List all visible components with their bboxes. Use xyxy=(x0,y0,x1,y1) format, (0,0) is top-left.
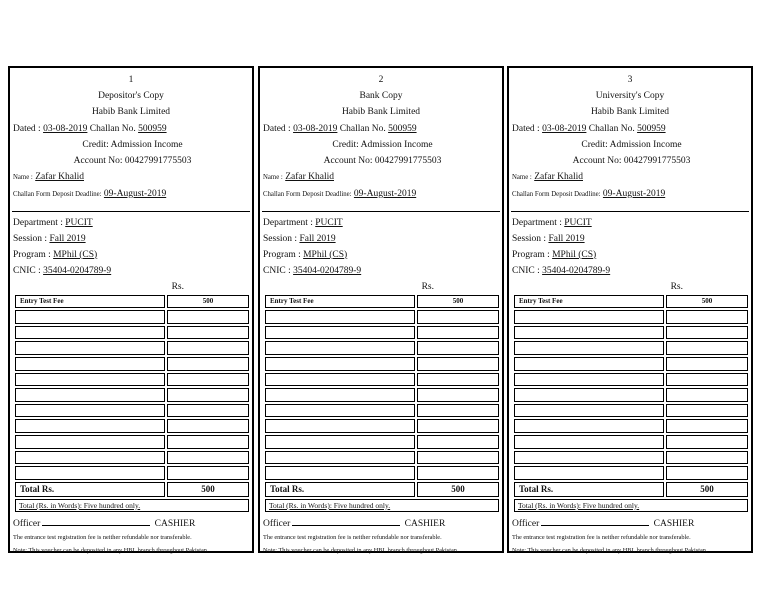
program-value: MPhil (CS) xyxy=(303,249,348,260)
fee-amount xyxy=(167,357,249,371)
amount-in-words-text: Total (Rs. in Words): Five hundred only. xyxy=(19,500,141,510)
department-value: PUCIT xyxy=(315,217,343,228)
department-label: Department : xyxy=(263,217,313,228)
fee-amount xyxy=(417,341,499,355)
program-value: MPhil (CS) xyxy=(53,249,98,260)
cashier-label: CASHIER xyxy=(154,518,196,529)
deadline-value: 09-August-2019 xyxy=(602,188,666,199)
signature-row xyxy=(509,519,751,529)
cnic-value: 35404-0204789-9 xyxy=(293,265,362,276)
refund-note: The entrance test registration fee is neither refundable nor transferable. xyxy=(512,533,691,541)
program-label: Program : xyxy=(263,249,301,260)
fee-description xyxy=(15,419,165,433)
cashier-label: CASHIER xyxy=(653,518,695,529)
fee-row xyxy=(15,373,249,387)
rs-header: Rs. xyxy=(171,281,184,292)
fee-amount xyxy=(417,435,499,449)
branch-note: Note: This voucher can be deposited in any HBL branch throughout Pakistan. xyxy=(263,546,459,554)
fee-row xyxy=(514,404,748,418)
session-value: Fall 2019 xyxy=(299,233,336,244)
fee-description xyxy=(265,373,415,387)
name-label: Name : xyxy=(263,173,283,181)
copy-label: Bank Copy xyxy=(359,91,403,102)
fee-amount xyxy=(167,310,249,324)
fee-amount xyxy=(417,310,499,324)
fee-description xyxy=(15,466,165,480)
account-line: Account No: 00427991775503 xyxy=(323,155,442,166)
name-value: Zafar Khalid xyxy=(35,171,84,182)
department-label: Department : xyxy=(13,217,63,228)
account-line: Account No: 00427991775503 xyxy=(572,155,691,166)
deadline-label: Challan Form Deposit Deadline: xyxy=(13,190,102,198)
fee-description xyxy=(15,373,165,387)
copy-header xyxy=(509,68,751,121)
fee-row xyxy=(514,419,748,433)
fee-row xyxy=(514,388,748,402)
fee-row xyxy=(265,295,499,309)
refund-note: The entrance test registration fee is neither refundable nor transferable. xyxy=(13,533,192,541)
fee-amount xyxy=(167,341,249,355)
fee-row xyxy=(15,404,249,418)
challan-label: Challan No. xyxy=(89,123,136,134)
deadline-row xyxy=(509,186,751,203)
fee-row xyxy=(265,310,499,324)
session-row xyxy=(260,231,502,247)
fee-amount xyxy=(666,419,748,433)
fee-description xyxy=(265,419,415,433)
cnic-label: CNIC : xyxy=(13,265,41,276)
copy-number: 2 xyxy=(378,75,384,85)
fee-amount xyxy=(666,310,748,324)
name-label: Name : xyxy=(512,173,532,181)
fee-amount: 500 xyxy=(417,295,499,309)
fee-amount xyxy=(666,373,748,387)
fee-amount xyxy=(417,388,499,402)
cnic-row xyxy=(260,263,502,279)
cnic-value: 35404-0204789-9 xyxy=(43,265,112,276)
deadline-row xyxy=(10,186,252,203)
fee-row xyxy=(15,388,249,402)
fee-description xyxy=(265,404,415,418)
fee-description xyxy=(15,451,165,465)
fee-description xyxy=(265,341,415,355)
cnic-row xyxy=(509,263,751,279)
fee-table xyxy=(263,293,501,499)
bank-name: Habib Bank Limited xyxy=(590,107,670,118)
dated-label: Dated : xyxy=(13,123,41,134)
fee-description xyxy=(265,310,415,324)
cnic-row xyxy=(10,263,252,279)
fee-row xyxy=(514,341,748,355)
officer-label: Officer xyxy=(13,518,41,529)
amount-in-words xyxy=(265,499,499,512)
fee-amount xyxy=(666,466,748,480)
total-label: Total Rs. xyxy=(15,482,165,497)
fee-row xyxy=(15,357,249,371)
signature-line xyxy=(292,525,400,526)
fee-row xyxy=(265,466,499,480)
fee-row xyxy=(514,326,748,340)
dated-label: Dated : xyxy=(263,123,291,134)
fee-row xyxy=(514,435,748,449)
name-row xyxy=(509,169,751,186)
department-row xyxy=(509,215,751,231)
fee-row xyxy=(265,373,499,387)
fee-row xyxy=(15,326,249,340)
challan-number: 500959 xyxy=(388,123,417,134)
fee-amount xyxy=(167,388,249,402)
fee-row xyxy=(265,435,499,449)
fee-description xyxy=(15,357,165,371)
fee-row xyxy=(265,419,499,433)
fee-description xyxy=(265,451,415,465)
fee-amount xyxy=(167,451,249,465)
fee-row xyxy=(15,341,249,355)
date-value: 03-08-2019 xyxy=(542,123,587,134)
session-label: Session : xyxy=(263,233,298,244)
fee-row xyxy=(15,310,249,324)
dated-row xyxy=(10,121,252,137)
challan-copy xyxy=(258,66,504,553)
department-value: PUCIT xyxy=(564,217,592,228)
fee-row xyxy=(265,451,499,465)
branch-note: Note: This voucher can be deposited in any HBL branch throughout Pakistan. xyxy=(512,546,708,554)
copy-header xyxy=(260,68,502,121)
fee-description xyxy=(514,419,664,433)
fee-description xyxy=(514,373,664,387)
copy-label: Depositor's Copy xyxy=(98,91,164,102)
deadline-value: 09-August-2019 xyxy=(353,188,417,199)
program-label: Program : xyxy=(13,249,51,260)
credit-line: Credit: Admission Income xyxy=(82,139,183,150)
total-label: Total Rs. xyxy=(265,482,415,497)
section-divider xyxy=(511,211,749,212)
fee-row xyxy=(514,451,748,465)
copy-number: 3 xyxy=(627,75,633,85)
fee-row xyxy=(15,466,249,480)
credit-line: Credit: Admission Income xyxy=(581,139,682,150)
fee-description xyxy=(15,341,165,355)
fee-description xyxy=(15,310,165,324)
fee-amount xyxy=(167,466,249,480)
fee-amount xyxy=(417,326,499,340)
branch-note: Note: This voucher can be deposited in any HBL branch throughout Pakistan. xyxy=(13,546,209,554)
program-row xyxy=(10,247,252,263)
fee-row xyxy=(514,373,748,387)
fee-row xyxy=(265,388,499,402)
name-value: Zafar Khalid xyxy=(534,171,583,182)
total-row xyxy=(15,482,249,497)
rs-header: Rs. xyxy=(421,281,434,292)
fee-amount xyxy=(666,435,748,449)
fee-row xyxy=(514,310,748,324)
signature-row xyxy=(10,519,252,529)
fee-row xyxy=(514,295,748,309)
dated-row xyxy=(260,121,502,137)
fee-row xyxy=(265,357,499,371)
dated-row xyxy=(509,121,751,137)
fee-amount xyxy=(167,435,249,449)
name-label: Name : xyxy=(13,173,33,181)
fee-description xyxy=(514,466,664,480)
fee-description xyxy=(514,357,664,371)
credit-line: Credit: Admission Income xyxy=(332,139,433,150)
program-row xyxy=(260,247,502,263)
challan-label: Challan No. xyxy=(588,123,635,134)
name-row xyxy=(10,169,252,186)
signature-line xyxy=(541,525,649,526)
fee-amount xyxy=(417,451,499,465)
department-value: PUCIT xyxy=(65,217,93,228)
challan-copy xyxy=(507,66,753,553)
refund-note: The entrance test registration fee is neither refundable nor transferable. xyxy=(263,533,442,541)
rs-header: Rs. xyxy=(670,281,683,292)
cnic-label: CNIC : xyxy=(263,265,291,276)
fee-description xyxy=(514,310,664,324)
fee-amount: 500 xyxy=(666,295,748,309)
session-label: Session : xyxy=(13,233,48,244)
fee-amount xyxy=(167,404,249,418)
total-label: Total Rs. xyxy=(514,482,664,497)
copy-header xyxy=(10,68,252,121)
fee-table xyxy=(512,293,750,499)
total-row xyxy=(514,482,748,497)
account-line: Account No: 00427991775503 xyxy=(73,155,192,166)
amount-in-words xyxy=(15,499,249,512)
fee-amount: 500 xyxy=(167,295,249,309)
fee-description: Entry Test Fee xyxy=(265,295,415,309)
section-divider xyxy=(262,211,500,212)
fee-description xyxy=(15,435,165,449)
total-row xyxy=(265,482,499,497)
amount-in-words xyxy=(514,499,748,512)
challan-number: 500959 xyxy=(637,123,666,134)
dated-label: Dated : xyxy=(512,123,540,134)
cnic-label: CNIC : xyxy=(512,265,540,276)
deadline-label: Challan Form Deposit Deadline: xyxy=(263,190,352,198)
officer-label: Officer xyxy=(263,518,291,529)
fee-amount xyxy=(417,466,499,480)
date-value: 03-08-2019 xyxy=(293,123,338,134)
session-value: Fall 2019 xyxy=(548,233,585,244)
program-label: Program : xyxy=(512,249,550,260)
fee-description xyxy=(265,388,415,402)
department-row xyxy=(260,215,502,231)
fee-row xyxy=(15,451,249,465)
name-row xyxy=(260,169,502,186)
fee-amount xyxy=(417,357,499,371)
fee-description: Entry Test Fee xyxy=(514,295,664,309)
fee-amount xyxy=(666,388,748,402)
copy-number: 1 xyxy=(128,75,134,85)
fee-description xyxy=(514,435,664,449)
copy-label: University's Copy xyxy=(595,91,665,102)
fee-row xyxy=(265,341,499,355)
fee-row xyxy=(15,295,249,309)
fee-amount xyxy=(666,357,748,371)
fee-description xyxy=(265,326,415,340)
bank-name: Habib Bank Limited xyxy=(341,107,421,118)
fee-description: Entry Test Fee xyxy=(15,295,165,309)
challan-copy xyxy=(8,66,254,553)
program-value: MPhil (CS) xyxy=(552,249,597,260)
challan-label: Challan No. xyxy=(339,123,386,134)
fee-amount xyxy=(167,326,249,340)
officer-label: Officer xyxy=(512,518,540,529)
fee-amount xyxy=(666,451,748,465)
fee-description xyxy=(15,326,165,340)
fee-row xyxy=(265,326,499,340)
total-amount: 500 xyxy=(167,482,249,497)
department-label: Department : xyxy=(512,217,562,228)
session-row xyxy=(10,231,252,247)
fee-amount xyxy=(666,404,748,418)
fee-description xyxy=(514,451,664,465)
fee-description xyxy=(514,341,664,355)
deadline-row xyxy=(260,186,502,203)
cashier-label: CASHIER xyxy=(404,518,446,529)
amount-in-words-text: Total (Rs. in Words): Five hundred only. xyxy=(518,500,640,510)
bank-name: Habib Bank Limited xyxy=(91,107,171,118)
amount-in-words-text: Total (Rs. in Words): Five hundred only. xyxy=(269,500,391,510)
fee-amount xyxy=(167,373,249,387)
session-value: Fall 2019 xyxy=(49,233,86,244)
name-value: Zafar Khalid xyxy=(285,171,334,182)
department-row xyxy=(10,215,252,231)
challan-number: 500959 xyxy=(138,123,167,134)
fee-amount xyxy=(666,341,748,355)
fee-row xyxy=(15,435,249,449)
fee-amount xyxy=(417,373,499,387)
fee-description xyxy=(514,404,664,418)
deadline-label: Challan Form Deposit Deadline: xyxy=(512,190,601,198)
fee-row xyxy=(15,419,249,433)
fee-amount xyxy=(417,404,499,418)
fee-row xyxy=(265,404,499,418)
fee-description xyxy=(514,388,664,402)
fee-amount xyxy=(417,419,499,433)
fee-row xyxy=(514,357,748,371)
total-amount: 500 xyxy=(666,482,748,497)
fee-description xyxy=(15,404,165,418)
session-label: Session : xyxy=(512,233,547,244)
program-row xyxy=(509,247,751,263)
fee-row xyxy=(514,466,748,480)
fee-description xyxy=(265,435,415,449)
date-value: 03-08-2019 xyxy=(43,123,88,134)
session-row xyxy=(509,231,751,247)
fee-amount xyxy=(666,326,748,340)
section-divider xyxy=(12,211,250,212)
fee-description xyxy=(265,357,415,371)
total-amount: 500 xyxy=(417,482,499,497)
fee-amount xyxy=(167,419,249,433)
fee-table xyxy=(13,293,251,499)
fee-description xyxy=(265,466,415,480)
cnic-value: 35404-0204789-9 xyxy=(542,265,611,276)
deadline-value: 09-August-2019 xyxy=(103,188,167,199)
fee-description xyxy=(15,388,165,402)
signature-line xyxy=(42,525,150,526)
fee-description xyxy=(514,326,664,340)
signature-row xyxy=(260,519,502,529)
